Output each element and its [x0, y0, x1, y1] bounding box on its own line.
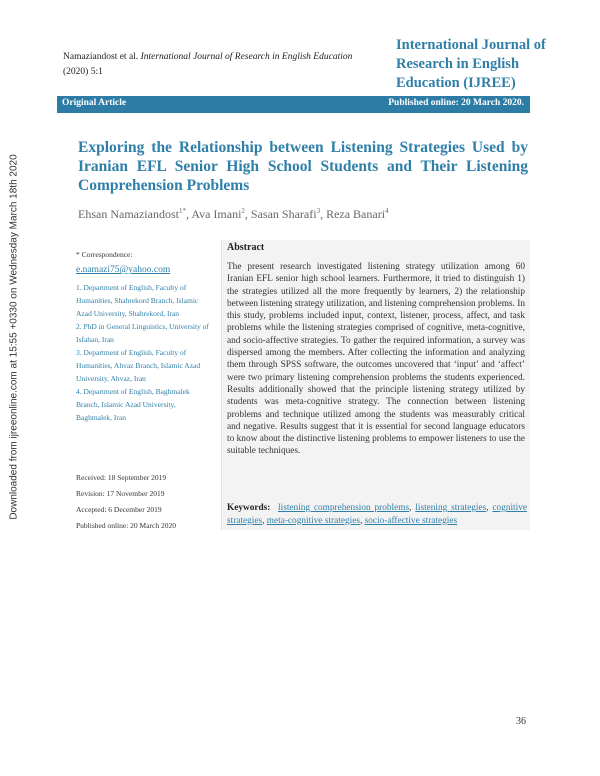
published-online: Published online: 20 March 2020.: [388, 98, 524, 108]
abstract-body: The present research investigated listening strategy utilization among 60 Iranian EFL senior high school learners. Furthermore, it tried to distinguish 1) the strategies utilized all the more frequently by learners, 2) the relationship between listening strategy utilization, and listening comprehension problems. In this study, problems included input, context, listener, process, affect, and task problems while the listening strategies comprised of cognitive, meta-cognitive, and socio-affective strategies. To gather the required information, a survey was dispersed among the members. After collecting the information and analyzing them through SPSS software, the outcomes uncovered that ‘input’ and ‘affect’ were two primary listening comprehension problems the students experienced. Results additionally showed that the principle listening strategy utilized by students was meta-cognitive strategy. The connection between listening problems and technique utilized among the students was measurably critical and negative. Results suggest that it is essential for second language educators to know about the distinctive listening problems to empower listeners to use the suitable techniques.: [227, 262, 525, 457]
article-type: Original Article: [62, 98, 127, 108]
author-sup: 1*: [178, 207, 186, 215]
date-published: Published online: 20 March 2020: [76, 521, 176, 530]
author-name: Ava Imani: [191, 207, 242, 221]
keyword-link[interactable]: listening comprehension problems: [278, 503, 410, 513]
article-dates: [76, 470, 216, 534]
author-sup: 3: [316, 207, 321, 215]
date-accepted: Accepted: 6 December 2019: [76, 505, 162, 514]
citation-volume: (2020) 5:1: [63, 67, 103, 77]
author-name: Ehsan Namaziandost: [78, 207, 179, 221]
keyword-link[interactable]: socio-affective strategies: [364, 515, 458, 526]
page-number: 36: [516, 716, 526, 727]
abstract-heading: Abstract: [227, 242, 265, 253]
date-revision: Revision: 17 November 2019: [76, 489, 165, 498]
journal-line-3: Education (IJREE): [396, 75, 516, 91]
author-name: Reza Banari: [326, 207, 386, 221]
author-name: Sasan Sharafi: [250, 207, 317, 221]
affiliation-item: 2. PhD in General Linguistics, University of Isfahan, Iran: [76, 322, 209, 344]
author-sup: 2: [241, 207, 245, 215]
keyword-link[interactable]: listening strategies: [415, 503, 487, 513]
abstract-box: [221, 240, 530, 530]
citation-header: [63, 50, 373, 80]
author-sup: 4: [385, 207, 389, 215]
download-watermark: [7, 152, 21, 522]
citation-journal: International Journal of Research in English Education: [140, 52, 353, 62]
author-list: Ehsan Namaziandost$^{1*}$, Ava Imani$^2$, Sasan Sharafi$^3$, Reza Banari$^4$: [78, 207, 389, 221]
keyword-link[interactable]: cognitive strategies: [227, 503, 527, 526]
correspondence-label: * Correspondence:: [76, 250, 133, 259]
journal-line-1: International Journal of: [396, 37, 546, 53]
keywords-block: Keywords: listening comprehension problems, listening strategies, cognitive strategies, meta-cognitive strategies, socio-affective strategies: [227, 503, 527, 526]
journal-name: [396, 36, 546, 93]
article-title: Exploring the Relationship between Listening Strategies Used by Iranian EFL Senior High School Students and Their Listening Comprehension Problems: [78, 139, 528, 194]
keywords-label: Keywords:: [227, 503, 271, 513]
affiliation-item: 3. Department of English, Faculty of Humanities, Ahvaz Branch, Islamic Azad University, Ahvaz, Iran: [76, 348, 201, 383]
correspondence-block: [76, 248, 210, 424]
keyword-link[interactable]: meta-cognitive strategies: [266, 515, 360, 526]
journal-line-2: Research in English: [396, 56, 520, 72]
affiliations-list: [76, 281, 210, 424]
article-banner: [57, 96, 530, 113]
correspondence-email-link[interactable]: e.namazi75@yahoo.com: [76, 265, 171, 275]
affiliation-item: 4. Department of English, Baghmalek Branch, Islamic Azad University, Baghmalek, Iran: [76, 387, 190, 422]
date-received: Received: 18 September 2019: [76, 473, 167, 482]
download-watermark-text: Downloaded from ijreeonline.com at 15:55 +0330 on Wednesday March 18th 2020: [8, 154, 20, 520]
citation-authors: Namaziandost et al.: [63, 52, 139, 62]
affiliation-item: 1. Department of English, Faculty of Humanities, Shahrekord Branch, Islamic Azad University, Shahrekord, Iran: [76, 283, 199, 318]
